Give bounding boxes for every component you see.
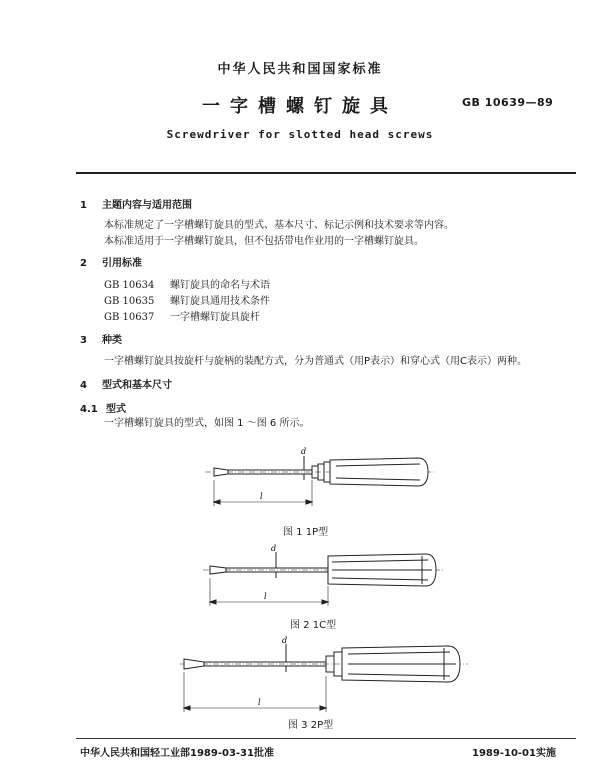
figure-2-label-l: l [264, 592, 267, 601]
english-title: Screwdriver for slotted head screws [166, 128, 434, 141]
section-3-title: 种类 [102, 335, 122, 346]
section-3-paragraph: 一字槽螺钉旋具按旋杆与旋柄的装配方式，分为普通式（用P表示）和穿心式（用C表示）两种。 [104, 356, 528, 367]
figure-3-label-d: d [282, 636, 288, 645]
section-2-heading [80, 254, 142, 269]
footer-divider [76, 738, 576, 739]
section-1-paragraph-1: 本标准规定了一字槽螺钉旋具的型式、基本尺寸、标记示例和技术要求等内容。 [104, 220, 454, 231]
section-1-number: 1 [80, 200, 87, 211]
figure-2-label-d: d [271, 544, 277, 553]
section-1-heading [80, 196, 192, 211]
section-4-title: 型式和基本尺寸 [102, 380, 172, 391]
section-4-1-heading [80, 400, 126, 415]
reference-item [104, 276, 270, 291]
section-4-1-paragraph: 一字槽螺钉旋具的型式，如图 1 ～图 6 所示。 [104, 418, 310, 429]
reference-code: GB 10637 [104, 312, 155, 323]
approval-note: 中华人民共和国轻工业部1989-03-31批准 [80, 748, 274, 759]
implementation-date: 1989-10-01实施 [472, 748, 556, 759]
reference-item [104, 308, 260, 323]
section-3-number: 3 [80, 335, 87, 346]
section-1-title: 主题内容与适用范围 [102, 200, 192, 211]
figure-1-caption: 图 1 1P型 [283, 527, 329, 538]
reference-item [104, 292, 270, 307]
section-4-number: 4 [80, 380, 87, 391]
figure-3-screwdriver-drawing [176, 634, 472, 718]
figure-1-label-l: l [260, 492, 263, 501]
section-1-paragraph-2: 本标准适用于一字槽螺钉旋具，但不包括带电作业用的一字槽螺钉旋具。 [104, 236, 424, 247]
section-2-title: 引用标准 [102, 258, 142, 269]
section-4-heading [80, 376, 172, 391]
section-2-number: 2 [80, 258, 87, 269]
section-3-heading [80, 331, 122, 346]
document-title: 一字槽螺钉旋具 [202, 96, 398, 117]
national-standard-heading: 中华人民共和国国家标准 [217, 62, 383, 77]
header-divider [76, 172, 576, 174]
section-4-1-number: 4.1 [80, 404, 98, 415]
figure-2-screwdriver-drawing [198, 540, 448, 612]
figure-3-label-l: l [258, 698, 261, 707]
figure-1-screwdriver-drawing [200, 440, 440, 520]
reference-title: 螺钉旋具通用技术条件 [170, 296, 270, 307]
reference-code: GB 10635 [104, 296, 155, 307]
figure-3-caption: 图 3 2P型 [288, 720, 334, 731]
figure-2-caption: 图 2 1C型 [290, 620, 337, 631]
figure-1-label-d: d [301, 447, 307, 456]
section-4-1-title: 型式 [106, 404, 126, 415]
reference-title: 螺钉旋具的命名与术语 [170, 280, 270, 291]
reference-code: GB 10634 [104, 280, 155, 291]
standard-number: GB 10639—89 [462, 96, 554, 109]
reference-title: 一字槽螺钉旋具旋杆 [170, 312, 260, 323]
